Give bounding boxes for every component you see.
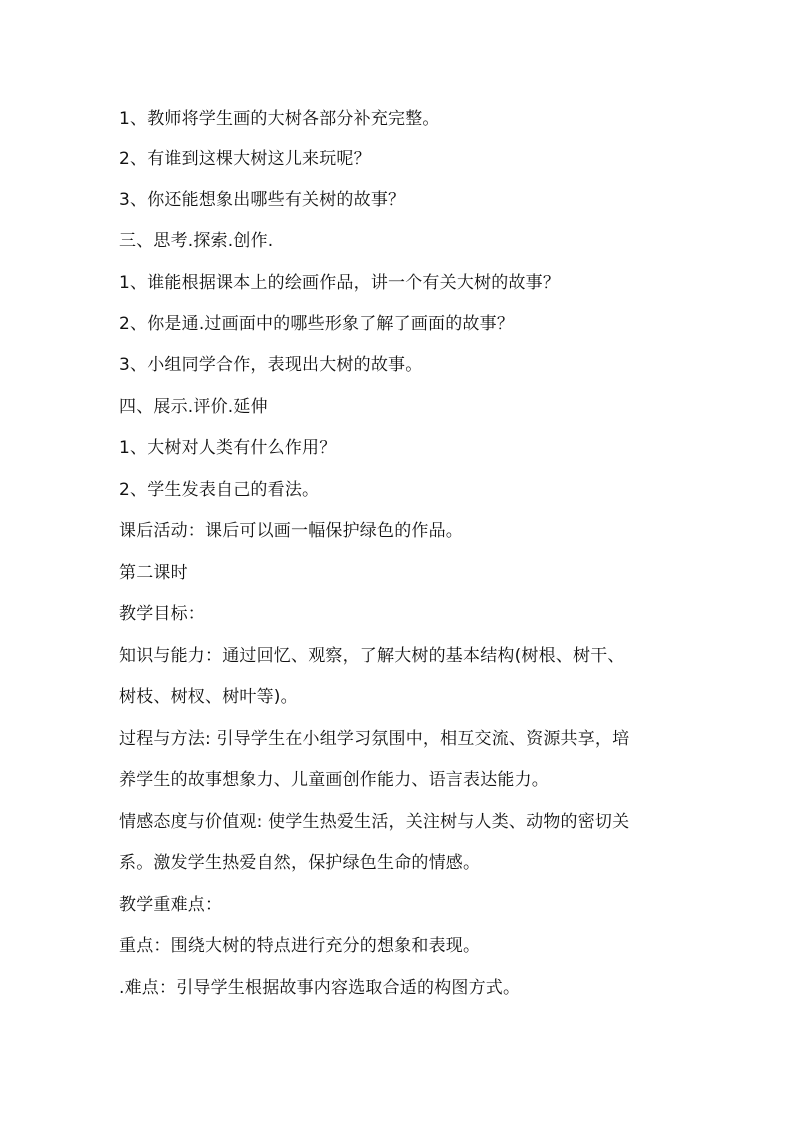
text-line: 过程与方法: 引导学生在小组学习氛围中，相互交流、资源共享，培 bbox=[119, 729, 630, 749]
text-line: 1、谁能根据课本上的绘画作品，讲一个有关大树的故事？ bbox=[119, 273, 561, 293]
text-line: 教学重难点： bbox=[119, 895, 223, 915]
section-heading: 四、展示.评价.延伸 bbox=[119, 397, 268, 417]
text-line: 2、你是通.过画面中的哪些形象了解了画面的故事？ bbox=[119, 314, 515, 334]
text-line: 知识与能力：通过回忆、观察，了解大树的基本结构(树根、树干、 bbox=[119, 646, 625, 666]
section-heading: 三、思考.探索.创作. bbox=[119, 231, 274, 251]
text-line: 3、小组同学合作，表现出大树的故事。 bbox=[119, 355, 423, 375]
text-line: 2、学生发表自己的看法。 bbox=[119, 480, 320, 500]
text-line: 教学目标： bbox=[119, 604, 205, 624]
text-line: 1、大树对人类有什么作用？ bbox=[119, 438, 337, 458]
section-heading: 第二课时 bbox=[119, 563, 188, 583]
text-line: .难点：引导学生根据故事内容选取合适的构图方式。 bbox=[119, 978, 521, 998]
text-line: 系。激发学生热爱自然，保护绿色生命的情感。 bbox=[119, 853, 481, 873]
text-line: 养学生的故事想象力、儿童画创作能力、语言表达能力。 bbox=[119, 770, 549, 790]
text-line: 课后活动：课后可以画一幅保护绿色的作品。 bbox=[119, 521, 463, 541]
text-line: 树枝、树杈、树叶等)。 bbox=[119, 687, 298, 707]
text-line: 1、教师将学生画的大树各部分补充完整。 bbox=[119, 109, 440, 129]
text-line: 3、你还能想象出哪些有关树的故事？ bbox=[119, 190, 406, 210]
text-line: 重点：围绕大树的特点进行充分的想象和表现。 bbox=[119, 936, 481, 956]
text-line: 2、有谁到这棵大树这儿来玩呢？ bbox=[119, 149, 371, 169]
text-line: 情感态度与价值观: 使学生热爱生活，关注树与人类、动物的密切关 bbox=[119, 812, 630, 832]
